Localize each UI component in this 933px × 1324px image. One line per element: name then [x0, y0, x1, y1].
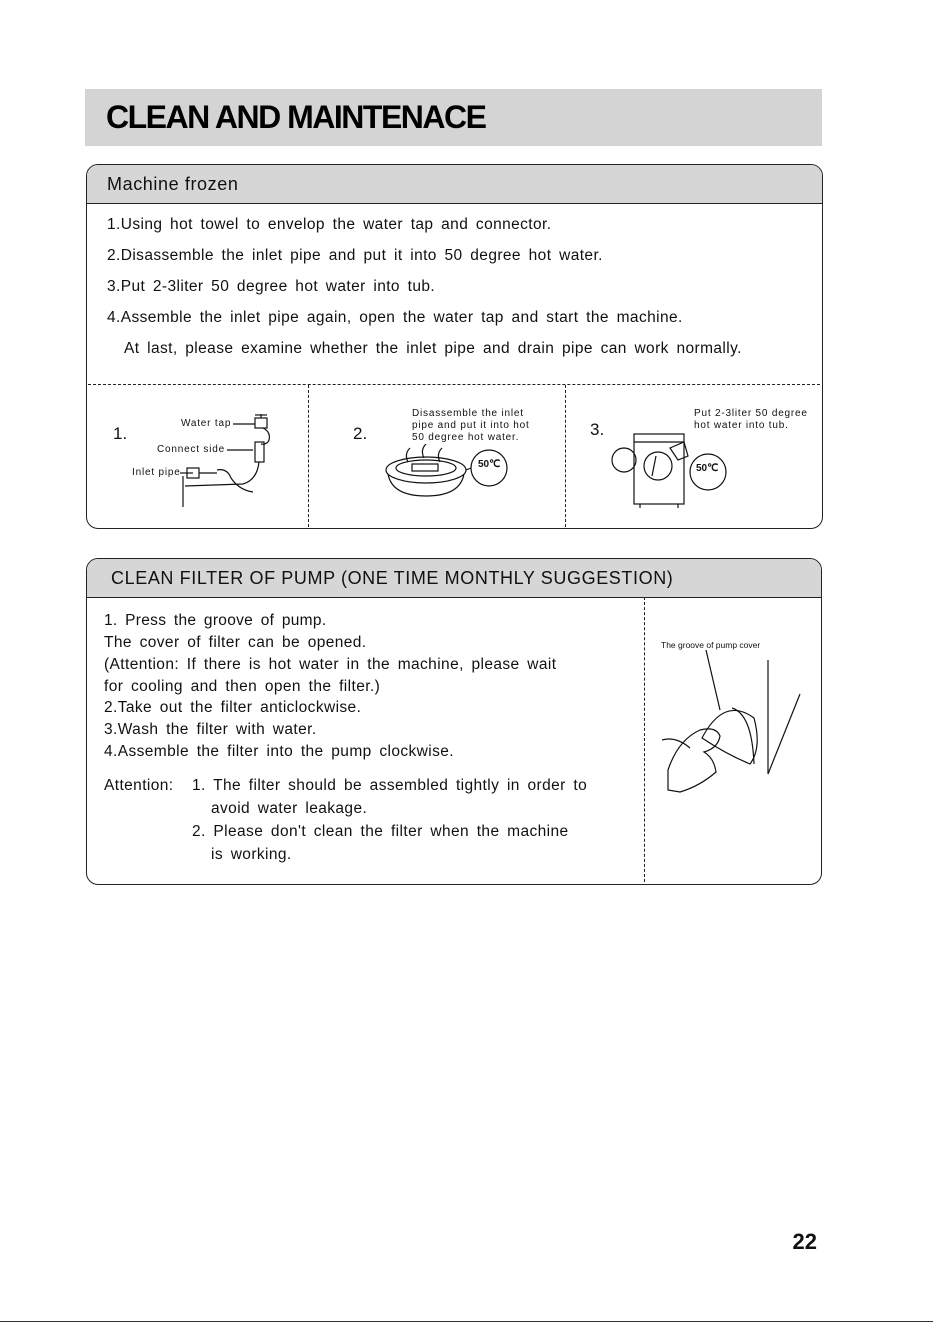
figure-2-caption-line: 50 degree hot water. — [412, 432, 520, 443]
divider — [308, 385, 309, 527]
figure-1-number: 1. — [113, 424, 128, 443]
step-note: At last, please examine whether the inlet pipe and drain pipe can work normally. — [124, 340, 742, 357]
basin-illustration — [382, 444, 512, 500]
attention-item: 1. The filter should be assembled tightly in order to — [192, 777, 588, 794]
section-heading: Machine frozen — [107, 174, 239, 194]
figure-3-caption-line: hot water into tub. — [694, 420, 789, 431]
bottom-rule — [0, 1321, 933, 1322]
filter-step: (Attention: If there is hot water in the machine, please wait — [104, 656, 557, 673]
temperature-label: 50℃ — [696, 463, 719, 474]
filter-step: 1. Press the groove of pump. — [104, 612, 327, 629]
step-2: 2.Disassemble the inlet pipe and put it into 50 degree hot water. — [107, 247, 603, 264]
step-4: 4.Assemble the inlet pipe again, open the water tap and start the machine. — [107, 309, 683, 326]
divider — [565, 385, 566, 527]
water-tap-illustration — [175, 412, 285, 512]
temperature-label: 50℃ — [478, 459, 501, 470]
filter-step: The cover of filter can be opened. — [104, 634, 367, 651]
figure-3-number: 3. — [590, 420, 605, 439]
attention-label: Attention: — [104, 777, 174, 794]
filter-step: 2.Take out the filter anticlockwise. — [104, 699, 362, 716]
step-3: 3.Put 2-3liter 50 degree hot water into tub. — [107, 278, 436, 295]
page-title: CLEAN AND MAINTENACE — [106, 99, 486, 135]
inlet-pipe-label: Inlet pipe — [132, 467, 181, 478]
figure-3-caption-line: Put 2-3liter 50 degree — [694, 408, 808, 419]
water-tap-label: Water tap — [181, 418, 232, 429]
divider — [88, 384, 820, 385]
pump-cover-illustration — [662, 650, 812, 800]
filter-step: 4.Assemble the filter into the pump clockwise. — [104, 743, 454, 760]
attention-item: is working. — [211, 846, 292, 863]
page-number: 22 — [792, 1229, 817, 1254]
attention-item: 2. Please don't clean the filter when the machine — [192, 823, 569, 840]
figure-2-caption-line: pipe and put it into hot — [412, 420, 530, 431]
filter-step: 3.Wash the filter with water. — [104, 721, 317, 738]
pump-figure-caption: The groove of pump cover — [661, 640, 761, 650]
figure-2-number: 2. — [353, 424, 368, 443]
attention-item: avoid water leakage. — [211, 800, 368, 817]
section-heading: CLEAN FILTER OF PUMP (ONE TIME MONTHLY SUGGESTION) — [111, 568, 674, 588]
step-1: 1.Using hot towel to envelop the water tap and connector. — [107, 216, 552, 233]
filter-step: for cooling and then open the filter.) — [104, 678, 381, 695]
divider — [644, 597, 645, 882]
connect-side-label: Connect side — [157, 444, 225, 455]
figure-2-caption-line: Disassemble the inlet — [412, 408, 524, 419]
